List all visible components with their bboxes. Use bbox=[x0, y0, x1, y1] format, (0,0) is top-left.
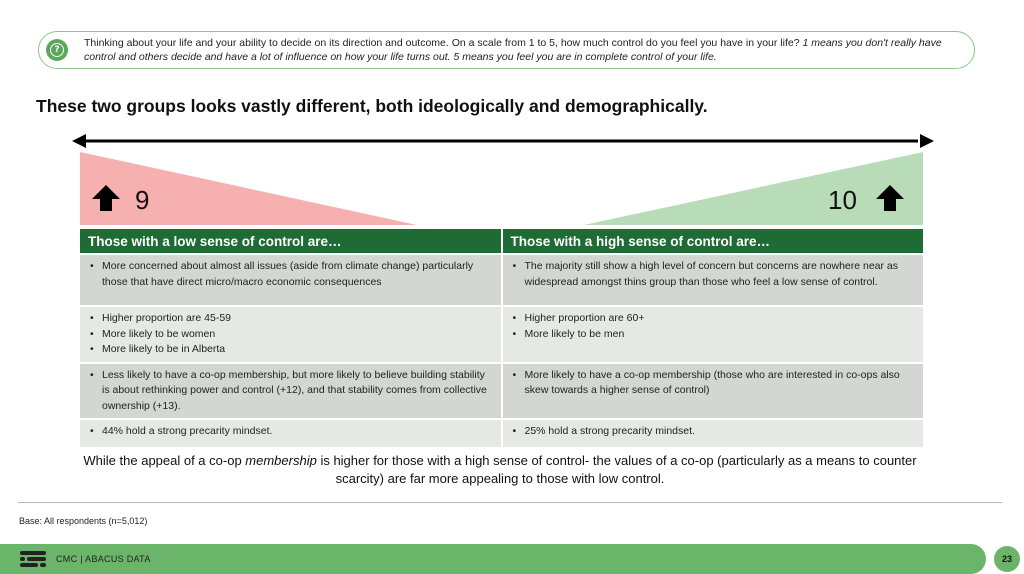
question-icon: ? bbox=[46, 39, 68, 61]
conclusion-part-3: is higher for those with a high sense of control- the values of a co-op (particularly as a means to counter scarcity) are far more appealing to those with low control. bbox=[316, 453, 917, 486]
table-cell-low bbox=[80, 306, 502, 363]
list-item: • Higher proportion are 45-59 bbox=[88, 311, 493, 327]
arrow-head-right-icon bbox=[920, 134, 934, 148]
list-item: • More likely to have a co-op membership (those who are interested in co-ops also skew towards a higher sense of control) bbox=[511, 368, 916, 399]
table-row bbox=[80, 363, 923, 420]
table-cell-high bbox=[502, 306, 924, 363]
table-cell-high bbox=[502, 363, 924, 420]
scale-graphic bbox=[72, 130, 938, 230]
table-cell-low bbox=[80, 254, 502, 306]
list-item: • More concerned about almost all issues (aside from climate change) particularly those that have direct micro/macro economic consequences bbox=[88, 259, 493, 290]
low-control-count: 9 bbox=[135, 185, 150, 215]
table-cell-high bbox=[502, 419, 924, 447]
conclusion-text bbox=[60, 452, 940, 488]
conclusion-part-1: While the appeal of a co-op bbox=[83, 453, 246, 468]
list-item: • 25% hold a strong precarity mindset. bbox=[511, 424, 916, 440]
table-row bbox=[80, 419, 923, 447]
list-item: • Less likely to have a co-op membership, but more likely to believe building stability is about rethinking power and control (+12), and that stability comes from collective ownership (+13). bbox=[88, 368, 493, 415]
question-text bbox=[84, 36, 964, 64]
table-row bbox=[80, 254, 923, 306]
conclusion-emphasis: membership bbox=[245, 453, 317, 468]
list-item: • More likely to be men bbox=[511, 327, 916, 343]
base-note: Base: All respondents (n=5,012) bbox=[19, 516, 148, 526]
question-text-regular: Thinking about your life and your ability to decide on its direction and outcome. On a scale from 1 to 5, how much control do you feel you have in your life? bbox=[84, 37, 803, 49]
high-control-wedge bbox=[584, 152, 923, 225]
list-item: • More likely to be women bbox=[88, 327, 493, 343]
slide-heading: These two groups looks vastly different, both ideologically and demographically. bbox=[36, 96, 708, 116]
up-arrow-left-icon bbox=[91, 183, 121, 213]
page-number: 23 bbox=[994, 546, 1020, 572]
comparison-table bbox=[80, 229, 923, 447]
footer-brand: CMC | ABACUS DATA bbox=[56, 554, 151, 564]
list-item: • 44% hold a strong precarity mindset. bbox=[88, 424, 493, 440]
list-item: • The majority still show a high level of concern but concerns are nowhere near as widespread amongst thins group than those who feel a low sense of control. bbox=[511, 259, 916, 290]
arrow-head-left-icon bbox=[72, 134, 86, 148]
question-text-italic: 1 means you don't really have control and others decide and have a lot of influence on how your life turns out. 5 means you feel you are in complete control of your life. bbox=[84, 37, 942, 63]
table-header-row bbox=[80, 229, 923, 254]
up-arrow-right-icon bbox=[875, 183, 905, 213]
table-cell-low bbox=[80, 363, 502, 420]
table-cell-low bbox=[80, 419, 502, 447]
table-row bbox=[80, 306, 923, 363]
high-control-count: 10 bbox=[828, 185, 857, 215]
low-control-header: Those with a low sense of control are… bbox=[80, 229, 502, 254]
table-cell-high bbox=[502, 254, 924, 306]
low-control-wedge bbox=[80, 152, 417, 225]
high-control-header: Those with a high sense of control are… bbox=[502, 229, 924, 254]
list-item: • Higher proportion are 60+ bbox=[511, 311, 916, 327]
divider bbox=[18, 502, 1002, 503]
cmc-logo-icon bbox=[18, 549, 48, 569]
list-item: • More likely to be in Alberta bbox=[88, 342, 493, 358]
